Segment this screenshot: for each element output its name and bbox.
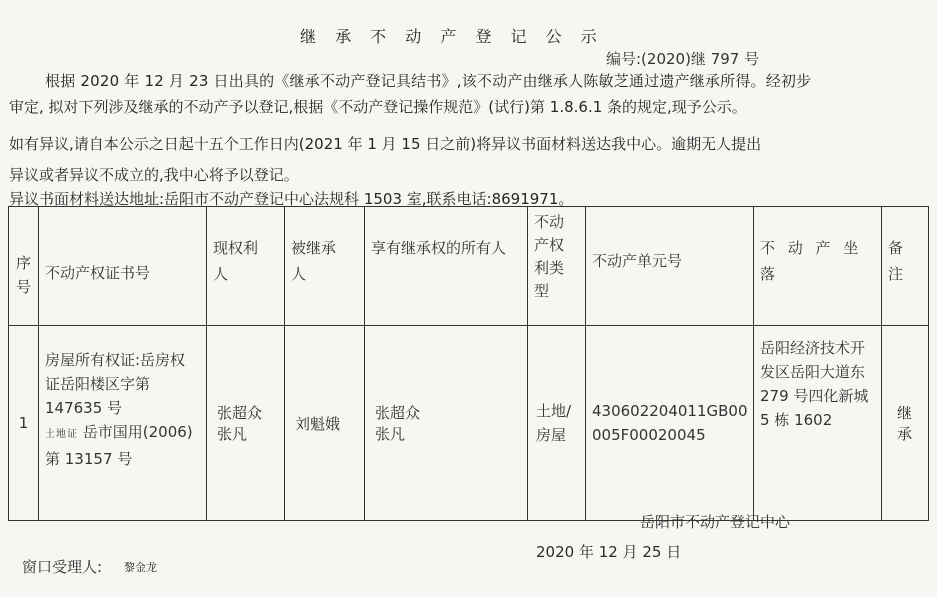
body-line-2: 审定, 拟对下列涉及继承的不动产予以登记,根据《不动产登记操作规范》(试行)第 1.8.6.1 条的规定,现予公示。 [9, 98, 747, 116]
body-line-4: 异议或者异议不成立的,我中心将予以登记。 [9, 166, 299, 184]
document-number: 编号:(2020)继 797 号 [606, 50, 760, 68]
cell-cert [39, 326, 207, 521]
cell-deceased: 刘魁娥 [285, 326, 365, 521]
table-row [9, 326, 929, 521]
header-owner: 现权利人 [207, 207, 285, 326]
header-remark: 备注 [882, 207, 929, 326]
cert-house: 房屋所有权证:岳房权证岳阳楼区字第 147635 号 [45, 351, 186, 417]
header-heirs: 享有继承权的所有人 [365, 207, 528, 326]
header-location: 不 动 产 坐落 [754, 207, 882, 326]
body-line-1: 根据 2020 年 12 月 23 日出具的《继承不动产登记具结书》,该不动产由继承人陈敏芝通过遗产继承所得。经初步 [45, 72, 812, 90]
header-seq: 序号 [9, 207, 39, 326]
cell-heirs: 张超众 张凡 [365, 326, 528, 521]
objection-address-line: 异议书面材料送达地址:岳阳市不动产登记中心法规科 1503 室,联系电话:8691971。 [9, 190, 574, 208]
cell-seq: 1 [9, 326, 39, 521]
cell-right-type: 土地/房屋 [528, 326, 586, 521]
header-right-type: 不动产权利类型 [528, 207, 586, 326]
agent-label: 窗口受理人: [22, 558, 103, 576]
header-unit-no: 不动产单元号 [586, 207, 754, 326]
header-cert: 不动产权证书号 [39, 207, 207, 326]
header-deceased: 被继承人 [285, 207, 365, 326]
notice-title: 继 承 不 动 产 登 记 公 示 [300, 27, 604, 46]
cell-remark: 继承 [882, 326, 929, 521]
agent-name: 黎金龙 [124, 561, 157, 574]
cell-location: 岳阳经济技术开发区岳阳大道东 279 号四化新城 5 栋 1602 [754, 326, 882, 521]
cert-land: 岳市国用(2006)第 13157 号 [45, 423, 193, 468]
cell-owner: 张超众 张凡 [207, 326, 285, 521]
cell-unit-no: 430602204011GB00005F00020045 [586, 326, 754, 521]
cert-land-label: 土地证 [45, 429, 78, 440]
issuing-org: 岳阳市不动产登记中心 [640, 513, 791, 531]
property-table [8, 206, 929, 521]
table-header-row [9, 207, 929, 326]
body-line-3: 如有异议,请自本公示之日起十五个工作日内(2021 年 1 月 15 日之前)将异议书面材料送达我中心。逾期无人提出 [9, 135, 762, 153]
notice-date: 2020 年 12 月 25 日 [536, 543, 682, 561]
